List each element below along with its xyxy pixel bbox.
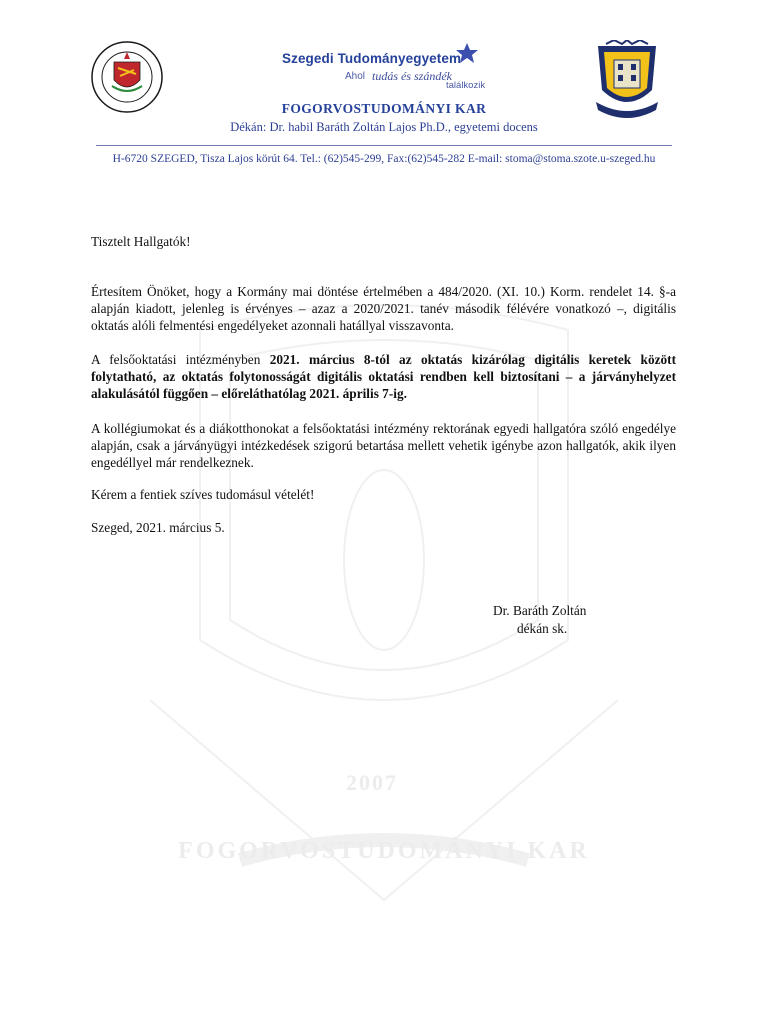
letter-greeting: Tisztelt Hallgatók!	[91, 234, 191, 249]
faculty-address: H-6720 SZEGED, Tisza Lajos körút 64. Tel.: (62)545-299, Fax:(62)545-282 E-mail: stoma@stoma.szote.u-szeged.hu	[112, 153, 656, 165]
signature-title: dékán sk.	[517, 621, 568, 636]
header-divider	[96, 145, 672, 146]
tagline-suffix: találkozik	[446, 80, 486, 91]
faculty-name: FOGORVOSTUDOMÁNYI KAR	[281, 101, 487, 116]
paragraph-2-prefix: A felsőoktatási intézményben	[91, 352, 270, 367]
watermark-faculty-text: FOGORVOSTUDOMÁNYI KAR	[178, 838, 590, 864]
watermark-year: 2007	[346, 770, 398, 795]
university-name: Szegedi Tudományegyetem	[282, 51, 462, 66]
letter-paragraph-4: Kérem a fentiek szíves tudomásul vételét!	[91, 487, 315, 502]
dean-line: Dékán: Dr. habil Baráth Zoltán Lajos Ph.D., egyetemi docens	[230, 120, 538, 134]
letter-paragraph-2	[91, 351, 676, 402]
tagline-prefix: Ahol	[345, 71, 366, 82]
tagline-script: tudás és szándék	[372, 69, 452, 83]
star-icon	[455, 42, 479, 64]
paragraph-2-bold: 2021. március 8-tól az oktatás kizárólag digitális keretek között folytatható, az oktatás folytonosságát digitális oktatási rendben kell biztosítani – a járványhelyzet alakulásától függően – előreláthatólag 2021. április 7-ig.	[91, 352, 676, 401]
signature-name: Dr. Baráth Zoltán	[493, 603, 587, 618]
letter-paragraph-3: A kollégiumokat és a diákotthonokat a felsőoktatási intézmény rektorának egyedi hallgatóra szóló engedélye alapján, csak a járványügyi intézkedések szigorú betartása mellett vehetik igénybe azon hallgatók, akik ilyen engedéllyel már rendelkeznek.	[91, 421, 676, 470]
place-date: Szeged, 2021. március 5.	[91, 520, 225, 535]
letter-paragraph-1: Értesítem Önöket, hogy a Kormány mai döntése értelmében a 484/2020. (XI. 10.) Korm. rendelet 14. §-a alapján kiadott, jelenleg is érvényes – azaz a 2020/2021. tanév második félévére vonatkozó –, digitális oktatás alóli felmentési engedélyeket azonnali hatállyal visszavonta.	[91, 284, 676, 333]
